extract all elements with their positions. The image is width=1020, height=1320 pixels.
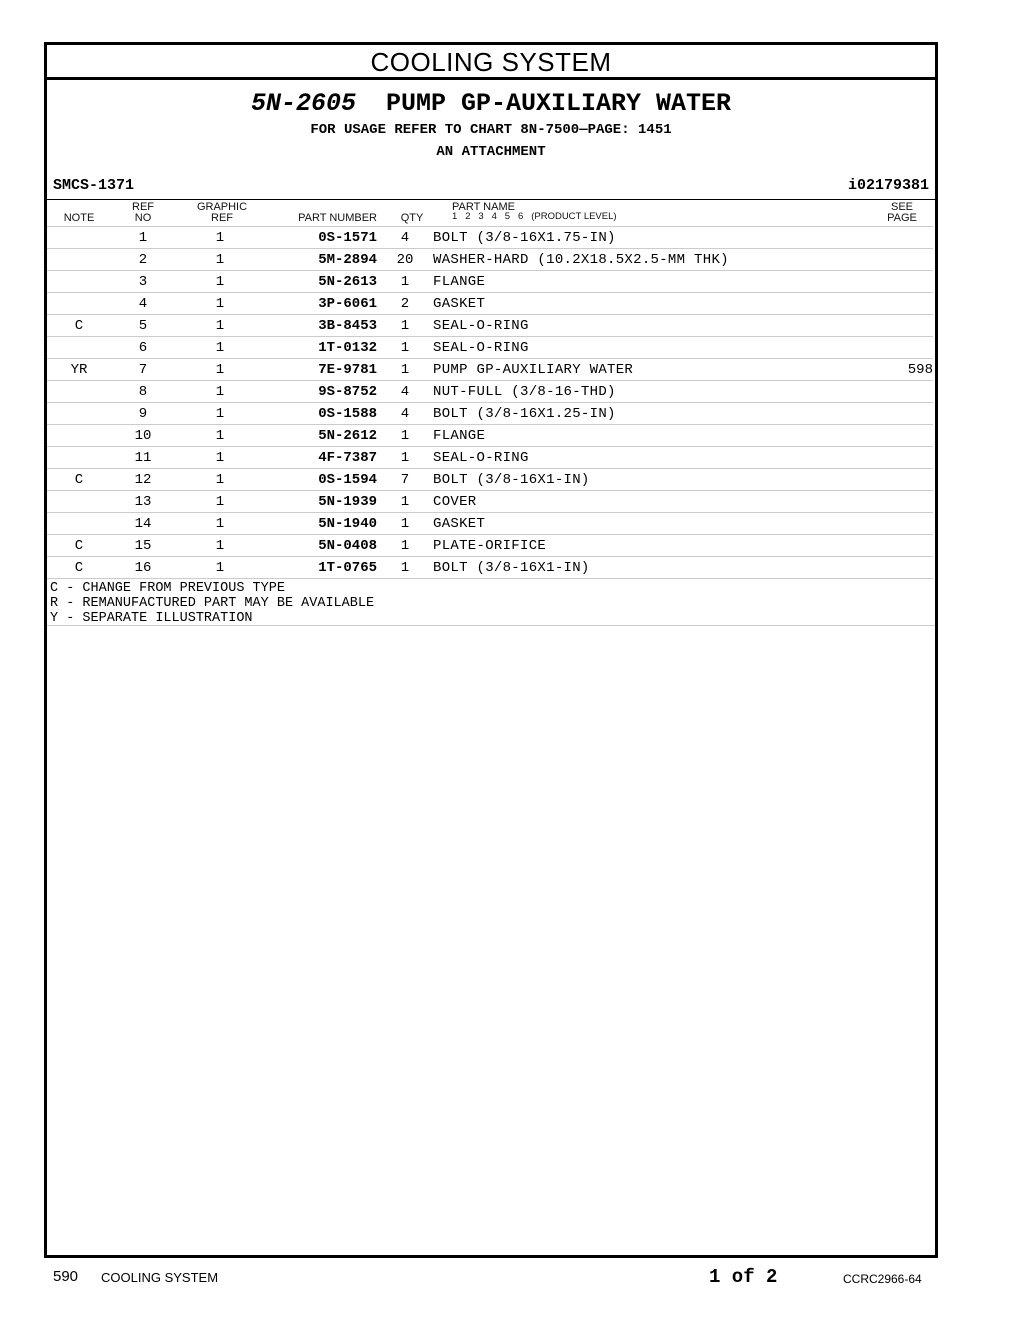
graphic-ref-cell: 1 xyxy=(175,469,265,491)
smcs-row xyxy=(47,177,935,199)
footer-code: CCRC2966-64 xyxy=(843,1272,922,1286)
note-cell xyxy=(47,337,111,359)
part-name-cell: SEAL-O-RING xyxy=(433,337,863,359)
part-number-cell: 3B-8453 xyxy=(265,315,377,337)
ref-no-cell: 14 xyxy=(111,513,175,535)
footer-section: COOLING SYSTEM xyxy=(101,1270,219,1285)
page-footer xyxy=(0,1268,1020,1290)
part-number-cell: 9S-8752 xyxy=(265,381,377,403)
part-name-cell: PUMP GP-AUXILIARY WATER xyxy=(433,359,863,381)
table-row xyxy=(47,447,933,469)
col-note: NOTE xyxy=(63,212,95,224)
document-id: i02179381 xyxy=(847,177,929,194)
qty-cell: 1 xyxy=(377,315,433,337)
qty-cell: 1 xyxy=(377,271,433,293)
see-page-cell xyxy=(863,535,933,557)
see-page-cell xyxy=(863,447,933,469)
note-cell xyxy=(47,447,111,469)
graphic-ref-cell: 1 xyxy=(175,337,265,359)
part-name-cell: SEAL-O-RING xyxy=(433,447,863,469)
ref-no-cell: 10 xyxy=(111,425,175,447)
group-part-number: 5N-2605 xyxy=(250,89,356,118)
col-part-name-line1: PART NAME xyxy=(452,201,515,213)
note-cell xyxy=(47,513,111,535)
ref-no-cell: 8 xyxy=(111,381,175,403)
part-number-cell: 0S-1588 xyxy=(265,403,377,425)
usage-reference: FOR USAGE REFER TO CHART 8N-7500—PAGE: 1451 xyxy=(310,122,672,138)
smcs-code: SMCS-1371 xyxy=(53,177,135,194)
part-number-cell: 3P-6061 xyxy=(265,293,377,315)
part-number-cell: 0S-1594 xyxy=(265,469,377,491)
part-name-cell: NUT-FULL (3/8-16-THD) xyxy=(433,381,863,403)
legend-item: C - CHANGE FROM PREVIOUS TYPE xyxy=(50,581,285,596)
part-name-cell: WASHER-HARD (10.2X18.5X2.5-MM THK) xyxy=(433,249,863,271)
see-page-cell xyxy=(863,249,933,271)
qty-cell: 1 xyxy=(377,513,433,535)
table-row xyxy=(47,535,933,557)
qty-cell: 1 xyxy=(377,491,433,513)
part-number-cell: 5N-1939 xyxy=(265,491,377,513)
note-cell xyxy=(47,271,111,293)
see-page-cell xyxy=(863,271,933,293)
part-name-cell: FLANGE xyxy=(433,271,863,293)
title-line xyxy=(47,89,935,119)
part-number-cell: 5N-1940 xyxy=(265,513,377,535)
qty-cell: 1 xyxy=(377,337,433,359)
see-page-cell xyxy=(863,425,933,447)
document-header xyxy=(47,89,935,163)
qty-cell: 1 xyxy=(377,557,433,579)
graphic-ref-cell: 1 xyxy=(175,271,265,293)
col-graphic-ref-line2: REF xyxy=(211,212,233,224)
see-page-cell xyxy=(863,491,933,513)
part-name-cell: BOLT (3/8-16X1-IN) xyxy=(433,557,863,579)
qty-cell: 4 xyxy=(377,403,433,425)
footer-page-of: 1 of 2 xyxy=(709,1266,778,1288)
graphic-ref-cell: 1 xyxy=(175,557,265,579)
part-name-cell: BOLT (3/8-16X1-IN) xyxy=(433,469,863,491)
part-name-cell: COVER xyxy=(433,491,863,513)
part-name-cell: SEAL-O-RING xyxy=(433,315,863,337)
graphic-ref-cell: 1 xyxy=(175,359,265,381)
ref-no-cell: 2 xyxy=(111,249,175,271)
col-qty: QTY xyxy=(400,212,424,224)
table-row xyxy=(47,557,933,579)
qty-cell: 7 xyxy=(377,469,433,491)
graphic-ref-cell: 1 xyxy=(175,227,265,249)
see-page-cell xyxy=(863,337,933,359)
note-cell xyxy=(47,249,111,271)
parts-table-body xyxy=(47,227,933,579)
legend-item: Y - SEPARATE ILLUSTRATION xyxy=(50,611,253,626)
qty-cell: 4 xyxy=(377,227,433,249)
table-row xyxy=(47,293,933,315)
col-see-page-line1: SEE xyxy=(890,201,913,213)
section-title: COOLING SYSTEM xyxy=(47,45,935,80)
note-cell: C xyxy=(47,469,111,491)
graphic-ref-cell: 1 xyxy=(175,381,265,403)
ref-no-cell: 7 xyxy=(111,359,175,381)
graphic-ref-cell: 1 xyxy=(175,315,265,337)
ref-no-cell: 11 xyxy=(111,447,175,469)
ref-no-cell: 3 xyxy=(111,271,175,293)
part-name-cell: GASKET xyxy=(433,293,863,315)
col-product-level: 1 2 3 4 5 6 (PRODUCT LEVEL) xyxy=(452,211,617,222)
part-number-cell: 4F-7387 xyxy=(265,447,377,469)
table-row xyxy=(47,271,933,293)
part-name-cell: BOLT (3/8-16X1.75-IN) xyxy=(433,227,863,249)
qty-cell: 1 xyxy=(377,359,433,381)
part-name-cell: PLATE-ORIFICE xyxy=(433,535,863,557)
table-row xyxy=(47,315,933,337)
table-row xyxy=(47,249,933,271)
note-cell xyxy=(47,381,111,403)
table-row xyxy=(47,337,933,359)
col-part-number: PART NUMBER xyxy=(298,212,377,224)
table-row xyxy=(47,425,933,447)
parts-table xyxy=(47,226,933,579)
note-cell xyxy=(47,293,111,315)
part-number-cell: 7E-9781 xyxy=(265,359,377,381)
qty-cell: 1 xyxy=(377,447,433,469)
group-title: PUMP GP-AUXILIARY WATER xyxy=(385,89,732,118)
attachment-label: AN ATTACHMENT xyxy=(436,144,546,160)
note-cell: C xyxy=(47,315,111,337)
legend-item: R - REMANUFACTURED PART MAY BE AVAILABLE xyxy=(50,596,375,611)
part-name-cell: GASKET xyxy=(433,513,863,535)
graphic-ref-cell: 1 xyxy=(175,403,265,425)
table-row xyxy=(47,381,933,403)
note-cell xyxy=(47,403,111,425)
table-row xyxy=(47,513,933,535)
ref-no-cell: 16 xyxy=(111,557,175,579)
qty-cell: 2 xyxy=(377,293,433,315)
ref-no-cell: 6 xyxy=(111,337,175,359)
part-name-cell: BOLT (3/8-16X1.25-IN) xyxy=(433,403,863,425)
part-number-cell: 5N-2613 xyxy=(265,271,377,293)
qty-cell: 4 xyxy=(377,381,433,403)
see-page-cell: 598 xyxy=(863,359,933,381)
qty-cell: 1 xyxy=(377,425,433,447)
note-cell: YR xyxy=(47,359,111,381)
see-page-cell xyxy=(863,293,933,315)
col-ref-no-line2: NO xyxy=(134,212,152,224)
graphic-ref-cell: 1 xyxy=(175,513,265,535)
table-row xyxy=(47,403,933,425)
part-number-cell: 1T-0765 xyxy=(265,557,377,579)
ref-no-cell: 13 xyxy=(111,491,175,513)
see-page-cell xyxy=(863,381,933,403)
graphic-ref-cell: 1 xyxy=(175,249,265,271)
part-name-cell: FLANGE xyxy=(433,425,863,447)
legend xyxy=(47,579,935,626)
table-row xyxy=(47,491,933,513)
see-page-cell xyxy=(863,403,933,425)
graphic-ref-cell: 1 xyxy=(175,447,265,469)
ref-no-cell: 9 xyxy=(111,403,175,425)
see-page-cell xyxy=(863,315,933,337)
col-ref-no-line1: REF xyxy=(132,201,154,213)
footer-page-number: 590 xyxy=(53,1268,79,1285)
col-see-page-line2: PAGE xyxy=(887,212,917,224)
table-row xyxy=(47,469,933,491)
graphic-ref-cell: 1 xyxy=(175,425,265,447)
part-number-cell: 5M-2894 xyxy=(265,249,377,271)
ref-no-cell: 15 xyxy=(111,535,175,557)
part-number-cell: 5N-2612 xyxy=(265,425,377,447)
col-graphic-ref-line1: GRAPHIC xyxy=(196,201,248,213)
see-page-cell xyxy=(863,227,933,249)
note-cell xyxy=(47,227,111,249)
see-page-cell xyxy=(863,513,933,535)
graphic-ref-cell: 1 xyxy=(175,293,265,315)
note-cell xyxy=(47,425,111,447)
table-row xyxy=(47,359,933,381)
part-number-cell: 0S-1571 xyxy=(265,227,377,249)
column-headers xyxy=(47,199,935,226)
table-row xyxy=(47,227,933,249)
note-cell: C xyxy=(47,535,111,557)
ref-no-cell: 1 xyxy=(111,227,175,249)
graphic-ref-cell: 1 xyxy=(175,491,265,513)
part-number-cell: 5N-0408 xyxy=(265,535,377,557)
graphic-ref-cell: 1 xyxy=(175,535,265,557)
ref-no-cell: 5 xyxy=(111,315,175,337)
qty-cell: 1 xyxy=(377,535,433,557)
note-cell: C xyxy=(47,557,111,579)
qty-cell: 20 xyxy=(377,249,433,271)
note-cell xyxy=(47,491,111,513)
part-number-cell: 1T-0132 xyxy=(265,337,377,359)
ref-no-cell: 4 xyxy=(111,293,175,315)
page-frame xyxy=(44,42,938,1258)
see-page-cell xyxy=(863,557,933,579)
see-page-cell xyxy=(863,469,933,491)
ref-no-cell: 12 xyxy=(111,469,175,491)
